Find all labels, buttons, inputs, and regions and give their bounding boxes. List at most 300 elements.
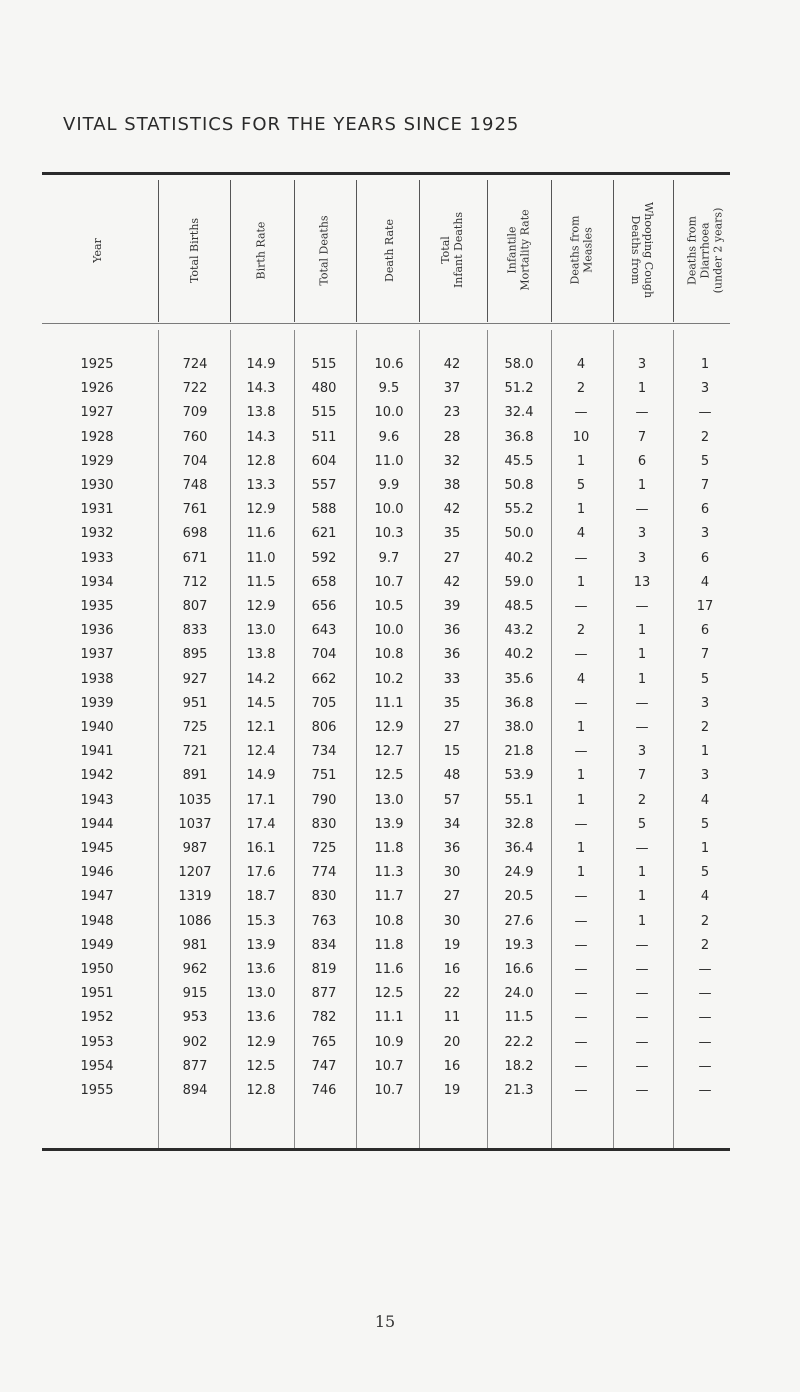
whooping-cough-deaths-cell: — [635, 962, 649, 977]
total-births-cell: 927 [182, 671, 208, 687]
infantile-mortality-cell: 53.9 [504, 768, 534, 784]
measles-deaths-cell: — [574, 913, 588, 929]
diarrhoea-deaths-cell: — [698, 962, 712, 977]
infantile-mortality-cell: 55.1 [504, 792, 534, 808]
death-rate-cell: 13.0 [374, 792, 404, 808]
birth-rate-cell: 13.6 [246, 1010, 276, 1026]
total-deaths-cell: 725 [311, 841, 337, 856]
table-row [0, 474, 800, 498]
death-rate-cell: 9.9 [378, 478, 400, 493]
total-births-cell: 807 [182, 599, 208, 614]
total-births-cell: 704 [182, 453, 208, 469]
diarrhoea-deaths-cell: 5 [700, 671, 710, 687]
whooping-cough-deaths-cell: — [635, 599, 649, 614]
year-cell: 1930 [80, 478, 114, 493]
total-deaths-cell: 746 [311, 1083, 337, 1098]
death-rate-cell: 13.9 [374, 816, 404, 832]
total-births-cell: 722 [182, 381, 208, 397]
infant-deaths-cell: 42 [443, 574, 461, 590]
whooping-cough-deaths-cell: 3 [637, 526, 647, 542]
total-deaths-cell: 705 [311, 695, 337, 711]
total-deaths-cell: 658 [311, 574, 337, 590]
whooping-cough-deaths-cell: 1 [637, 478, 647, 493]
column-header-label: Infantile Mortality Rate [506, 209, 533, 291]
total-deaths-cell: 774 [311, 865, 337, 881]
total-births-cell: 1035 [178, 792, 212, 808]
total-births-cell: 1319 [178, 889, 212, 905]
death-rate-cell: 10.8 [374, 913, 404, 929]
infantile-mortality-cell: 36.8 [504, 695, 534, 711]
infant-deaths-cell: 19 [443, 937, 461, 953]
table-row [0, 934, 800, 958]
whooping-cough-deaths-cell: — [635, 1034, 649, 1050]
infant-deaths-cell: 38 [443, 478, 461, 493]
whooping-cough-deaths-cell: 1 [637, 381, 647, 397]
header-deaths-diarrhoea [665, 178, 745, 322]
measles-deaths-cell: 2 [576, 623, 586, 639]
death-rate-cell: 11.7 [374, 889, 404, 905]
header-column-divider [230, 180, 231, 322]
diarrhoea-deaths-cell: 6 [700, 623, 710, 639]
year-cell: 1942 [80, 768, 114, 784]
measles-deaths-cell: 5 [576, 478, 586, 493]
total-deaths-cell: 782 [311, 1010, 337, 1026]
measles-deaths-cell: 4 [576, 526, 586, 542]
infant-deaths-cell: 19 [443, 1083, 461, 1098]
total-births-cell: 981 [182, 937, 208, 953]
death-rate-cell: 10.0 [374, 623, 404, 639]
column-header-label: Deaths from Diarrhoea (under 2 years) [685, 207, 725, 293]
whooping-cough-deaths-cell: — [635, 841, 649, 856]
total-deaths-cell: 511 [311, 429, 337, 445]
measles-deaths-cell: 1 [576, 768, 586, 784]
whooping-cough-deaths-cell: — [635, 720, 649, 735]
year-cell: 1944 [80, 816, 114, 832]
table-row [0, 764, 800, 788]
year-cell: 1937 [80, 647, 114, 663]
birth-rate-cell: 17.6 [246, 865, 276, 881]
diarrhoea-deaths-cell: 4 [700, 574, 710, 590]
infantile-mortality-cell: 43.2 [504, 623, 534, 639]
infantile-mortality-cell: 48.5 [504, 599, 534, 614]
whooping-cough-deaths-cell: 1 [637, 865, 647, 881]
diarrhoea-deaths-cell: — [698, 1010, 712, 1026]
birth-rate-cell: 13.0 [246, 623, 276, 639]
infant-deaths-cell: 33 [443, 671, 461, 687]
table-row [0, 861, 800, 885]
table-row [0, 547, 800, 571]
infantile-mortality-cell: 40.2 [504, 647, 534, 663]
death-rate-cell: 11.8 [374, 841, 404, 856]
total-births-cell: 953 [182, 1010, 208, 1026]
infantile-mortality-cell: 18.2 [504, 1058, 534, 1074]
measles-deaths-cell: — [574, 962, 588, 977]
year-cell: 1941 [80, 744, 114, 760]
death-rate-cell: 10.9 [374, 1034, 404, 1050]
birth-rate-cell: 14.9 [246, 357, 276, 372]
table-row [0, 813, 800, 837]
table-row [0, 1006, 800, 1030]
total-deaths-cell: 747 [311, 1058, 337, 1074]
table-row [0, 982, 800, 1006]
whooping-cough-deaths-cell: — [635, 986, 649, 1002]
table-row [0, 498, 800, 522]
whooping-cough-deaths-cell: 5 [637, 816, 647, 832]
death-rate-cell: 10.6 [374, 357, 404, 372]
whooping-cough-deaths-cell: — [635, 1083, 649, 1098]
diarrhoea-deaths-cell: 3 [700, 526, 710, 542]
birth-rate-cell: 13.9 [246, 937, 276, 953]
infantile-mortality-cell: 50.0 [504, 526, 534, 542]
infant-deaths-cell: 37 [443, 381, 461, 397]
death-rate-cell: 10.7 [374, 574, 404, 590]
diarrhoea-deaths-cell: 5 [700, 816, 710, 832]
header-column-divider [419, 180, 420, 322]
header-separator [42, 323, 730, 324]
measles-deaths-cell: — [574, 1058, 588, 1074]
whooping-cough-deaths-cell: 3 [637, 357, 647, 372]
whooping-cough-deaths-cell: 1 [637, 671, 647, 687]
infant-deaths-cell: 28 [443, 429, 461, 445]
birth-rate-cell: 11.6 [246, 526, 276, 542]
infantile-mortality-cell: 51.2 [504, 381, 534, 397]
infant-deaths-cell: 35 [443, 695, 461, 711]
table-row [0, 837, 800, 861]
infantile-mortality-cell: 32.4 [504, 405, 534, 421]
diarrhoea-deaths-cell: 5 [700, 865, 710, 881]
infantile-mortality-cell: 59.0 [504, 574, 534, 590]
header-column-divider [551, 180, 552, 322]
total-births-cell: 987 [182, 841, 208, 856]
year-cell: 1926 [80, 381, 114, 397]
total-deaths-cell: 806 [311, 720, 337, 735]
birth-rate-cell: 14.2 [246, 671, 276, 687]
diarrhoea-deaths-cell: 2 [700, 913, 710, 929]
total-births-cell: 902 [182, 1034, 208, 1050]
measles-deaths-cell: — [574, 695, 588, 711]
diarrhoea-deaths-cell: 6 [700, 550, 710, 566]
whooping-cough-deaths-cell: 7 [637, 429, 647, 445]
infantile-mortality-cell: 22.2 [504, 1034, 534, 1050]
diarrhoea-deaths-cell: — [698, 1058, 712, 1074]
death-rate-cell: 12.5 [374, 768, 404, 784]
table-row [0, 692, 800, 716]
infantile-mortality-cell: 27.6 [504, 913, 534, 929]
birth-rate-cell: 14.3 [246, 429, 276, 445]
infant-deaths-cell: 39 [443, 599, 461, 614]
page-number: 15 [374, 1312, 396, 1331]
year-cell: 1928 [80, 429, 114, 445]
measles-deaths-cell: — [574, 816, 588, 832]
measles-deaths-cell: — [574, 889, 588, 905]
table-bottom-rule [42, 1148, 730, 1151]
diarrhoea-deaths-cell: 1 [700, 357, 710, 372]
birth-rate-cell: 12.1 [246, 720, 276, 735]
header-column-divider [356, 180, 357, 322]
table-row [0, 668, 800, 692]
infantile-mortality-cell: 19.3 [504, 937, 534, 953]
year-cell: 1950 [80, 962, 114, 977]
birth-rate-cell: 14.9 [246, 768, 276, 784]
total-births-cell: 833 [182, 623, 208, 639]
infant-deaths-cell: 30 [443, 865, 461, 881]
table-row [0, 571, 800, 595]
measles-deaths-cell: — [574, 550, 588, 566]
whooping-cough-deaths-cell: 2 [637, 792, 647, 808]
whooping-cough-deaths-cell: 6 [637, 453, 647, 469]
measles-deaths-cell: — [574, 1083, 588, 1098]
infantile-mortality-cell: 45.5 [504, 453, 534, 469]
total-deaths-cell: 763 [311, 913, 337, 929]
total-deaths-cell: 734 [311, 744, 337, 760]
year-cell: 1938 [80, 671, 114, 687]
year-cell: 1951 [80, 986, 114, 1002]
column-header-label: Birth Rate [254, 221, 268, 279]
birth-rate-cell: 13.6 [246, 962, 276, 977]
whooping-cough-deaths-cell: — [635, 937, 649, 953]
death-rate-cell: 10.7 [374, 1058, 404, 1074]
table-row [0, 910, 800, 934]
birth-rate-cell: 11.5 [246, 574, 276, 590]
diarrhoea-deaths-cell: 2 [700, 720, 710, 735]
total-births-cell: 877 [182, 1058, 208, 1074]
table-row [0, 1031, 800, 1055]
diarrhoea-deaths-cell: — [698, 986, 712, 1002]
birth-rate-cell: 12.4 [246, 744, 276, 760]
death-rate-cell: 10.0 [374, 502, 404, 518]
total-deaths-cell: 751 [311, 768, 337, 784]
total-births-cell: 761 [182, 502, 208, 518]
infantile-mortality-cell: 21.8 [504, 744, 534, 760]
infantile-mortality-cell: 21.3 [504, 1083, 534, 1098]
death-rate-cell: 12.7 [374, 744, 404, 760]
death-rate-cell: 11.1 [374, 695, 404, 711]
total-deaths-cell: 790 [311, 792, 337, 808]
infant-deaths-cell: 27 [443, 889, 461, 905]
table-row [0, 377, 800, 401]
diarrhoea-deaths-cell: 1 [700, 744, 710, 760]
diarrhoea-deaths-cell: 2 [700, 937, 710, 953]
death-rate-cell: 10.0 [374, 405, 404, 421]
birth-rate-cell: 16.1 [246, 841, 276, 856]
death-rate-cell: 11.0 [374, 453, 404, 469]
whooping-cough-deaths-cell: — [635, 405, 649, 421]
birth-rate-cell: 15.3 [246, 913, 276, 929]
whooping-cough-deaths-cell: 3 [637, 744, 647, 760]
total-births-cell: 894 [182, 1083, 208, 1098]
measles-deaths-cell: 1 [576, 720, 586, 735]
infant-deaths-cell: 16 [443, 1058, 461, 1074]
diarrhoea-deaths-cell: 4 [700, 792, 710, 808]
measles-deaths-cell: — [574, 1010, 588, 1026]
year-cell: 1943 [80, 792, 114, 808]
total-deaths-cell: 877 [311, 986, 337, 1002]
infant-deaths-cell: 22 [443, 986, 461, 1002]
total-deaths-cell: 621 [311, 526, 337, 542]
table-row [0, 1055, 800, 1079]
death-rate-cell: 12.5 [374, 986, 404, 1002]
year-cell: 1925 [80, 357, 114, 372]
total-births-cell: 725 [182, 720, 208, 735]
infant-deaths-cell: 23 [443, 405, 461, 421]
birth-rate-cell: 14.5 [246, 695, 276, 711]
measles-deaths-cell: — [574, 599, 588, 614]
measles-deaths-cell: 4 [576, 671, 586, 687]
total-births-cell: 748 [182, 478, 208, 493]
column-header-label: Whooping Cough Deaths from [629, 201, 656, 299]
measles-deaths-cell: 1 [576, 841, 586, 856]
whooping-cough-deaths-cell: — [635, 502, 649, 518]
diarrhoea-deaths-cell: 3 [700, 768, 710, 784]
total-deaths-cell: 557 [311, 478, 337, 493]
header-column-divider [613, 180, 614, 322]
infant-deaths-cell: 36 [443, 841, 461, 856]
measles-deaths-cell: 10 [572, 429, 590, 445]
total-deaths-cell: 480 [311, 381, 337, 397]
whooping-cough-deaths-cell: — [635, 695, 649, 711]
infant-deaths-cell: 57 [443, 792, 461, 808]
whooping-cough-deaths-cell: — [635, 1058, 649, 1074]
table-row [0, 595, 800, 619]
total-births-cell: 962 [182, 962, 208, 977]
infantile-mortality-cell: 40.2 [504, 550, 534, 566]
year-cell: 1932 [80, 526, 114, 542]
death-rate-cell: 9.5 [378, 381, 400, 397]
infant-deaths-cell: 36 [443, 623, 461, 639]
total-births-cell: 709 [182, 405, 208, 421]
infant-deaths-cell: 15 [443, 744, 461, 760]
total-births-cell: 698 [182, 526, 208, 542]
total-births-cell: 1086 [178, 913, 212, 929]
table-row [0, 716, 800, 740]
measles-deaths-cell: — [574, 1034, 588, 1050]
infantile-mortality-cell: 55.2 [504, 502, 534, 518]
year-cell: 1952 [80, 1010, 114, 1026]
infantile-mortality-cell: 50.8 [504, 478, 534, 493]
death-rate-cell: 11.3 [374, 865, 404, 881]
death-rate-cell: 10.3 [374, 526, 404, 542]
year-cell: 1955 [80, 1083, 114, 1098]
total-births-cell: 915 [182, 986, 208, 1002]
diarrhoea-deaths-cell: 1 [700, 841, 710, 856]
total-births-cell: 721 [182, 744, 208, 760]
infant-deaths-cell: 27 [443, 720, 461, 735]
death-rate-cell: 9.6 [378, 429, 400, 445]
whooping-cough-deaths-cell: 1 [637, 889, 647, 905]
death-rate-cell: 11.8 [374, 937, 404, 953]
death-rate-cell: 11.6 [374, 962, 404, 977]
death-rate-cell: 10.2 [374, 671, 404, 687]
measles-deaths-cell: — [574, 937, 588, 953]
total-deaths-cell: 592 [311, 550, 337, 566]
year-cell: 1935 [80, 599, 114, 614]
birth-rate-cell: 13.0 [246, 986, 276, 1002]
measles-deaths-cell: 1 [576, 865, 586, 881]
birth-rate-cell: 12.8 [246, 453, 276, 469]
column-header-label: Year [90, 237, 104, 263]
total-deaths-cell: 656 [311, 599, 337, 614]
header-column-divider [294, 180, 295, 322]
infant-deaths-cell: 36 [443, 647, 461, 663]
infantile-mortality-cell: 24.0 [504, 986, 534, 1002]
whooping-cough-deaths-cell: 1 [637, 913, 647, 929]
death-rate-cell: 12.9 [374, 720, 404, 735]
diarrhoea-deaths-cell: 4 [700, 889, 710, 905]
total-deaths-cell: 604 [311, 453, 337, 469]
diarrhoea-deaths-cell: 2 [700, 429, 710, 445]
total-deaths-cell: 515 [311, 405, 337, 421]
column-header-label: Death Rate [382, 218, 396, 282]
whooping-cough-deaths-cell: — [635, 1010, 649, 1026]
birth-rate-cell: 13.8 [246, 647, 276, 663]
infantile-mortality-cell: 58.0 [504, 357, 534, 372]
whooping-cough-deaths-cell: 13 [633, 574, 651, 590]
birth-rate-cell: 13.8 [246, 405, 276, 421]
year-cell: 1927 [80, 405, 114, 421]
table-top-rule [42, 172, 730, 175]
table-row [0, 958, 800, 982]
death-rate-cell: 9.7 [378, 550, 400, 566]
header-column-divider [487, 180, 488, 322]
year-cell: 1931 [80, 502, 114, 518]
total-births-cell: 895 [182, 647, 208, 663]
death-rate-cell: 10.8 [374, 647, 404, 663]
total-deaths-cell: 662 [311, 671, 337, 687]
total-deaths-cell: 830 [311, 816, 337, 832]
infantile-mortality-cell: 38.0 [504, 720, 534, 735]
measles-deaths-cell: 2 [576, 381, 586, 397]
infantile-mortality-cell: 36.4 [504, 841, 534, 856]
whooping-cough-deaths-cell: 3 [637, 550, 647, 566]
infant-deaths-cell: 48 [443, 768, 461, 784]
total-deaths-cell: 515 [311, 357, 337, 372]
infantile-mortality-cell: 20.5 [504, 889, 534, 905]
infant-deaths-cell: 30 [443, 913, 461, 929]
death-rate-cell: 11.1 [374, 1010, 404, 1026]
diarrhoea-deaths-cell: — [698, 405, 712, 421]
table-row [0, 885, 800, 909]
infant-deaths-cell: 35 [443, 526, 461, 542]
year-cell: 1933 [80, 550, 114, 566]
table-row [0, 1079, 800, 1103]
total-births-cell: 671 [182, 550, 208, 566]
total-deaths-cell: 643 [311, 623, 337, 639]
measles-deaths-cell: 1 [576, 574, 586, 590]
birth-rate-cell: 12.9 [246, 1034, 276, 1050]
diarrhoea-deaths-cell: — [698, 1034, 712, 1050]
measles-deaths-cell: — [574, 647, 588, 663]
measles-deaths-cell: 1 [576, 453, 586, 469]
diarrhoea-deaths-cell: 17 [696, 599, 714, 614]
page-title: VITAL STATISTICS FOR THE YEARS SINCE 1925 [63, 114, 520, 135]
total-births-cell: 724 [182, 357, 208, 372]
infantile-mortality-cell: 16.6 [504, 962, 534, 977]
birth-rate-cell: 12.5 [246, 1058, 276, 1074]
total-deaths-cell: 588 [311, 502, 337, 518]
measles-deaths-cell: 1 [576, 502, 586, 518]
total-births-cell: 712 [182, 574, 208, 590]
diarrhoea-deaths-cell: 7 [700, 647, 710, 663]
birth-rate-cell: 12.9 [246, 502, 276, 518]
total-births-cell: 1037 [178, 816, 212, 832]
column-header-label: Total Births [188, 217, 202, 283]
whooping-cough-deaths-cell: 7 [637, 768, 647, 784]
birth-rate-cell: 12.8 [246, 1083, 276, 1098]
total-births-cell: 1207 [178, 865, 212, 881]
total-deaths-cell: 834 [311, 937, 337, 953]
header-column-divider [673, 180, 674, 322]
column-header-label: Total Deaths [317, 214, 331, 286]
